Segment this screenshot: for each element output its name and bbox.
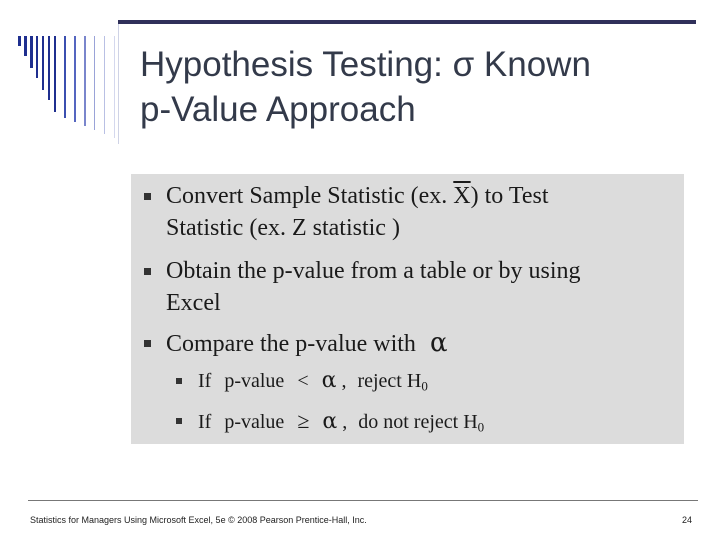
sub-2-subscript: 0 xyxy=(477,419,485,435)
top-rule xyxy=(118,20,696,24)
bullet-2-line-1: Obtain the p-value from a table or by using xyxy=(166,258,581,284)
sub-bullet-1 xyxy=(198,368,428,399)
decorative-bars xyxy=(18,36,118,146)
sub-bullet-marker xyxy=(176,418,182,424)
sub-bullet-2 xyxy=(198,408,484,440)
sub-2-comma: , xyxy=(342,411,348,433)
bullet-1-text-b: ) to Test xyxy=(470,183,549,209)
sub-2-if: If xyxy=(198,411,212,433)
slide-title xyxy=(140,42,700,132)
sub-2-alpha: α xyxy=(322,409,338,434)
sub-2-label: p-value xyxy=(224,411,285,433)
sub-1-comma: , xyxy=(341,370,347,392)
sub-1-label: p-value xyxy=(224,370,285,392)
footer-text: Statistics for Managers Using Microsoft Excel, 5e © 2008 Pearson Prentice-Hall, Inc. xyxy=(30,515,367,525)
sub-1-action: reject H xyxy=(357,370,422,392)
title-line-1: Hypothesis Testing: σ Known xyxy=(140,45,591,84)
sub-1-subscript: 0 xyxy=(421,378,428,394)
sub-1-alpha: α xyxy=(321,368,337,393)
alpha-symbol: α xyxy=(429,328,448,358)
sub-1-operator: < xyxy=(297,370,309,392)
bullet-3-text: Compare the p-value with xyxy=(166,331,416,357)
bullet-marker xyxy=(144,268,151,275)
bullet-1-line-2: Statistic (ex. Z statistic ) xyxy=(166,215,400,241)
vertical-rule xyxy=(118,24,119,144)
bullet-1-text-a: Convert Sample Statistic (ex. xyxy=(166,183,454,209)
sub-bullet-marker xyxy=(176,378,182,384)
bullet-3-line-1 xyxy=(166,327,448,360)
page-number: 24 xyxy=(682,515,693,525)
bullet-2-line-2: Excel xyxy=(166,290,221,316)
title-line-2: p-Value Approach xyxy=(140,90,416,129)
bullet-marker xyxy=(144,340,151,347)
sub-2-action: do not reject H xyxy=(358,411,478,433)
sub-1-if: If xyxy=(198,370,212,392)
sub-2-operator: ≥ xyxy=(297,408,310,433)
x-bar-symbol: $\overline{X}$ xyxy=(453,183,471,209)
bullet-marker xyxy=(144,193,151,200)
footer-rule xyxy=(28,500,698,501)
bullet-1-line-1 xyxy=(166,180,549,212)
